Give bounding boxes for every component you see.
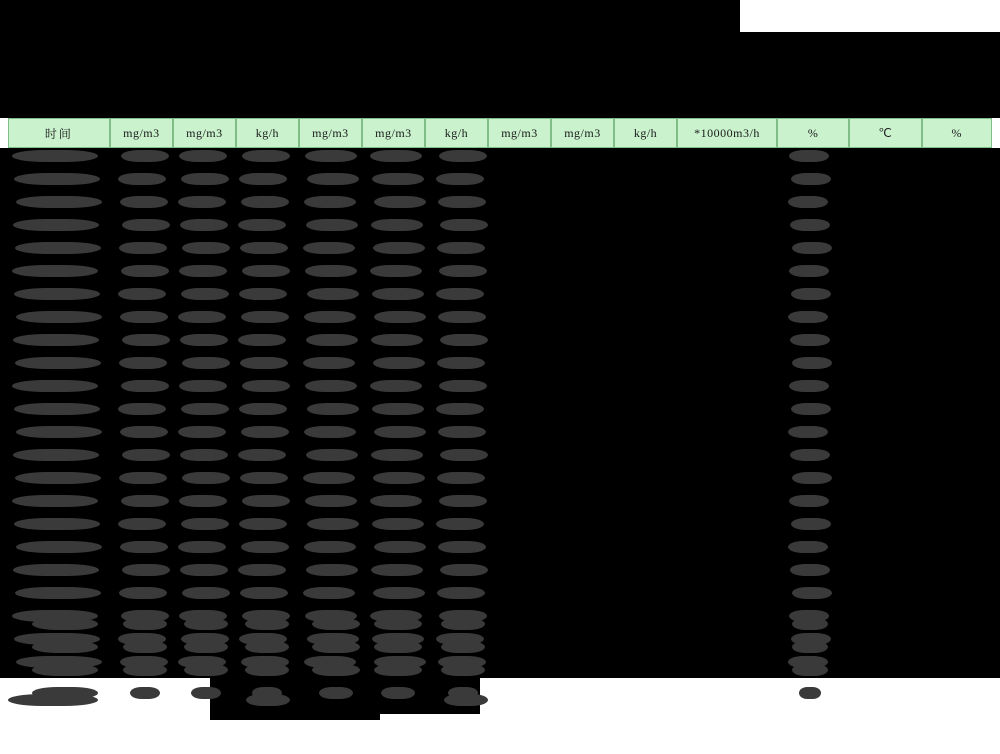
obscured-cell — [306, 449, 358, 461]
obscured-cell — [372, 288, 424, 300]
obscured-cell — [32, 664, 98, 676]
obscured-cell — [12, 265, 98, 277]
obscured-cell — [182, 357, 230, 369]
obscured-cell — [437, 472, 485, 484]
obscured-cell — [119, 587, 167, 599]
obscured-cell — [16, 426, 102, 438]
obscured-cell — [438, 196, 486, 208]
obscured-cell — [438, 426, 486, 438]
obscured-cell — [120, 426, 168, 438]
obscured-cell — [182, 472, 230, 484]
obscured-cell — [440, 219, 488, 231]
obscured-cell — [246, 694, 290, 706]
obscured-cell — [119, 242, 167, 254]
obscured-cell — [381, 687, 415, 699]
obscured-cell — [181, 288, 229, 300]
obscured-cell — [303, 472, 355, 484]
column-unit-2: mg/m3 — [173, 118, 236, 148]
obscured-cell — [118, 288, 166, 300]
obscured-cell — [184, 664, 228, 676]
obscured-cell — [790, 564, 830, 576]
obscured-cell — [14, 518, 100, 530]
obscured-cell — [181, 403, 229, 415]
obscured-cell — [238, 334, 286, 346]
obscured-cell — [16, 541, 102, 553]
obscured-cell — [789, 150, 829, 162]
obscured-cell — [374, 641, 422, 653]
obscured-cell — [307, 518, 359, 530]
obscured-cell — [181, 173, 229, 185]
obscured-cell — [371, 219, 423, 231]
obscured-cell — [370, 380, 422, 392]
obscured-cell — [373, 242, 425, 254]
obscured-cell — [304, 311, 356, 323]
obscured-cell — [118, 173, 166, 185]
obscured-cell — [238, 219, 286, 231]
obscured-cell — [242, 380, 290, 392]
obscured-cell — [790, 449, 830, 461]
obscured-cell — [121, 265, 169, 277]
obscured-cell — [179, 150, 227, 162]
obscured-cell — [789, 495, 829, 507]
obscured-cell — [792, 641, 828, 653]
obscured-cell — [16, 196, 102, 208]
obscured-cell — [370, 495, 422, 507]
redaction-block-top-right — [740, 32, 1000, 118]
obscured-cell — [305, 150, 357, 162]
obscured-cell — [8, 694, 98, 706]
obscured-cell — [372, 173, 424, 185]
obscured-cell — [370, 265, 422, 277]
obscured-cell — [242, 150, 290, 162]
obscured-cell — [123, 641, 167, 653]
obscured-cell — [440, 449, 488, 461]
obscured-cell — [374, 311, 426, 323]
obscured-cell — [373, 357, 425, 369]
obscured-cell — [312, 618, 360, 630]
obscured-cell — [239, 518, 287, 530]
obscured-cell — [121, 495, 169, 507]
obscured-cell — [178, 311, 226, 323]
obscured-cell — [182, 242, 230, 254]
column-unit-percent-2: % — [922, 118, 992, 148]
obscured-cell — [305, 495, 357, 507]
obscured-cell — [240, 472, 288, 484]
obscured-cell — [122, 334, 170, 346]
obscured-cell — [312, 641, 360, 653]
obscured-cell — [373, 472, 425, 484]
obscured-cell — [303, 242, 355, 254]
redaction-block-mid-left — [360, 32, 740, 118]
column-unit-time: 时间 — [8, 118, 110, 148]
obscured-cell — [436, 288, 484, 300]
obscured-cell — [792, 357, 832, 369]
obscured-cell — [437, 587, 485, 599]
obscured-cell — [241, 541, 289, 553]
obscured-cell — [239, 403, 287, 415]
obscured-cell — [304, 426, 356, 438]
column-unit-4: mg/m3 — [299, 118, 362, 148]
obscured-cell — [304, 541, 356, 553]
obscured-cell — [13, 449, 99, 461]
obscured-cell — [374, 426, 426, 438]
redaction-block-bottom-left — [210, 678, 380, 720]
obscured-cell — [15, 587, 101, 599]
obscured-cell — [312, 664, 360, 676]
obscured-cell — [371, 449, 423, 461]
obscured-cell — [245, 664, 289, 676]
obscured-cell — [16, 311, 102, 323]
obscured-cell — [792, 587, 832, 599]
obscured-cell — [178, 196, 226, 208]
obscured-cell — [120, 311, 168, 323]
obscured-cell — [32, 618, 98, 630]
obscured-cell — [123, 618, 167, 630]
obscured-cell — [305, 265, 357, 277]
obscured-cell — [374, 541, 426, 553]
obscured-cell — [371, 564, 423, 576]
obscured-cell — [121, 150, 169, 162]
obscured-cell — [179, 265, 227, 277]
obscured-cell — [14, 173, 100, 185]
obscured-cell — [792, 242, 832, 254]
obscured-cell — [13, 334, 99, 346]
obscured-cell — [438, 311, 486, 323]
column-unit-temp: ℃ — [849, 118, 921, 148]
obscured-cell — [118, 403, 166, 415]
obscured-cell — [306, 219, 358, 231]
obscured-cell — [799, 687, 821, 699]
obscured-cell — [307, 403, 359, 415]
obscured-cell — [118, 518, 166, 530]
obscured-cell — [13, 564, 99, 576]
obscured-cell — [304, 196, 356, 208]
obscured-cell — [441, 641, 485, 653]
column-unit-percent-1: % — [777, 118, 849, 148]
obscured-cell — [184, 618, 228, 630]
obscured-cell — [439, 150, 487, 162]
obscured-cell — [179, 380, 227, 392]
obscured-cell — [791, 403, 831, 415]
obscured-cell — [15, 472, 101, 484]
obscured-cell — [180, 219, 228, 231]
obscured-cell — [439, 380, 487, 392]
obscured-cell — [240, 242, 288, 254]
obscured-cell — [239, 173, 287, 185]
column-unit-7: mg/m3 — [488, 118, 551, 148]
obscured-cell — [788, 196, 828, 208]
obscured-cell — [792, 472, 832, 484]
obscured-cell — [791, 518, 831, 530]
obscured-cell — [184, 641, 228, 653]
obscured-cell — [792, 618, 828, 630]
obscured-cell — [238, 449, 286, 461]
column-unit-flow: *10000m3/h — [677, 118, 777, 148]
obscured-cell — [438, 541, 486, 553]
column-unit-5: mg/m3 — [362, 118, 425, 148]
obscured-cell — [242, 265, 290, 277]
obscured-cell — [306, 564, 358, 576]
obscured-cell — [12, 380, 98, 392]
obscured-cell — [178, 541, 226, 553]
obscured-cell — [307, 288, 359, 300]
obscured-cell — [440, 564, 488, 576]
obscured-cell — [180, 449, 228, 461]
obscured-cell — [123, 664, 167, 676]
obscured-cell — [12, 495, 98, 507]
redaction-block-top-left — [0, 0, 360, 118]
obscured-cell — [240, 357, 288, 369]
obscured-cell — [303, 357, 355, 369]
obscured-cell — [444, 694, 488, 706]
obscured-cell — [240, 587, 288, 599]
obscured-cell — [374, 196, 426, 208]
obscured-cell — [242, 495, 290, 507]
obscured-cell — [32, 641, 98, 653]
obscured-cell — [12, 150, 98, 162]
obscured-cell — [182, 587, 230, 599]
obscured-cell — [789, 265, 829, 277]
obscured-cell — [191, 687, 221, 699]
column-unit-3: kg/h — [236, 118, 299, 148]
obscured-cell — [374, 664, 422, 676]
column-unit-8: mg/m3 — [551, 118, 614, 148]
obscured-cell — [14, 288, 100, 300]
obscured-cell — [120, 196, 168, 208]
column-unit-1: mg/m3 — [110, 118, 173, 148]
obscured-cell — [373, 587, 425, 599]
obscured-cell — [792, 664, 828, 676]
obscured-cell — [245, 618, 289, 630]
obscured-cell — [437, 242, 485, 254]
obscured-cell — [440, 334, 488, 346]
obscured-cell — [15, 357, 101, 369]
obscured-cell — [370, 150, 422, 162]
obscured-cell — [372, 403, 424, 415]
table-units-header-row — [8, 118, 992, 148]
obscured-cell — [436, 173, 484, 185]
obscured-cell — [179, 495, 227, 507]
obscured-cell — [788, 311, 828, 323]
column-unit-6: kg/h — [425, 118, 488, 148]
obscured-cell — [788, 426, 828, 438]
obscured-cell — [436, 518, 484, 530]
obscured-cell — [790, 334, 830, 346]
obscured-cell — [790, 219, 830, 231]
obscured-cell — [120, 541, 168, 553]
obscured-cell — [319, 687, 353, 699]
obscured-cell — [122, 564, 170, 576]
obscured-cell — [245, 641, 289, 653]
obscured-cell — [180, 334, 228, 346]
column-unit-9: kg/h — [614, 118, 677, 148]
obscured-cell — [239, 288, 287, 300]
obscured-cell — [789, 380, 829, 392]
obscured-cell — [791, 288, 831, 300]
redaction-block-top-mid — [360, 0, 740, 32]
obscured-cell — [122, 219, 170, 231]
obscured-cell — [178, 426, 226, 438]
obscured-cell — [130, 687, 160, 699]
obscured-cell — [241, 426, 289, 438]
obscured-cell — [15, 242, 101, 254]
obscured-cell — [307, 173, 359, 185]
obscured-cell — [441, 618, 485, 630]
obscured-cell — [306, 334, 358, 346]
obscured-cell — [371, 334, 423, 346]
obscured-cell — [791, 173, 831, 185]
obscured-cell — [241, 311, 289, 323]
obscured-cell — [14, 403, 100, 415]
obscured-cell — [439, 265, 487, 277]
obscured-cell — [372, 518, 424, 530]
obscured-cell — [788, 541, 828, 553]
obscured-cell — [437, 357, 485, 369]
obscured-cell — [441, 664, 485, 676]
obscured-cell — [241, 196, 289, 208]
obscured-cell — [238, 564, 286, 576]
obscured-cell — [374, 618, 422, 630]
obscured-cell — [436, 403, 484, 415]
obscured-cell — [181, 518, 229, 530]
obscured-cell — [13, 219, 99, 231]
obscured-cell — [122, 449, 170, 461]
obscured-cell — [119, 472, 167, 484]
obscured-cell — [305, 380, 357, 392]
obscured-cell — [180, 564, 228, 576]
obscured-cell — [439, 495, 487, 507]
obscured-cell — [119, 357, 167, 369]
obscured-cell — [121, 380, 169, 392]
obscured-cell — [303, 587, 355, 599]
